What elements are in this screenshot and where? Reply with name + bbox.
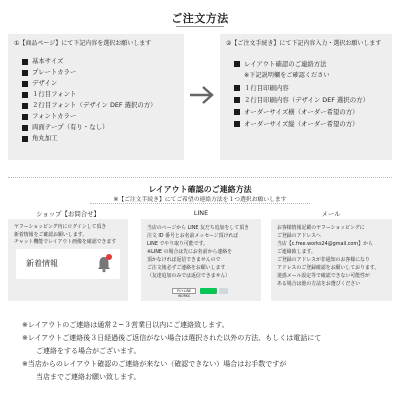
note-line: ※当店からのレイアウト確認のご連絡が来ない（確認できない）場合はお手数ですが — [22, 360, 287, 368]
bullet-square-icon — [22, 136, 28, 142]
note-line: 当店までご連絡お願い致します。 — [36, 373, 141, 381]
line-works-badge: PC+LINE WORKS — [172, 288, 196, 294]
step1-item: 基本サイズ — [22, 56, 180, 67]
bullet-square-icon — [22, 125, 28, 131]
step2-item: レイアウト確認のご連絡方法 — [234, 58, 388, 70]
news-label: 新着情報 — [26, 259, 58, 268]
section-divider — [8, 177, 392, 178]
notes-list — [22, 319, 392, 384]
contact-subtitle: ※【ご注文手続き】にてご希望の連絡方法を１つ選択お願いします — [113, 197, 287, 203]
line-contact-panel — [141, 219, 261, 301]
bullet-square-icon — [22, 114, 28, 120]
news-card[interactable] — [16, 249, 120, 279]
bullet-square-icon — [234, 121, 240, 127]
bullet-square-icon — [22, 70, 28, 76]
bullet-square-icon — [22, 81, 28, 87]
step1-item: フォントカラー — [22, 111, 180, 122]
line-qr-button[interactable] — [219, 288, 228, 294]
step1-item: 角丸加工 — [22, 133, 180, 144]
step1-panel — [8, 34, 184, 160]
bullet-square-icon — [234, 97, 240, 103]
step1-item: 両面テープ（有り・なし） — [22, 122, 180, 133]
shop-column-title: ショップ【お問合せ】 — [36, 210, 100, 218]
step1-item-list — [22, 56, 180, 144]
note-line: ※レイアウトのご連絡は通常２~３営業日以内にご連絡致します。 — [22, 321, 229, 329]
bullet-square-icon — [234, 61, 240, 67]
step1-item: １行目フォント — [22, 89, 180, 100]
step2-header: ②【ご注文手続き】にて下記内容入力・選択お願いします — [226, 40, 382, 47]
shop-contact-text: ヤフーショッピング内にログインして頂き 新着情報をご確認お願いします。 チャット機能でレイアウト画像を確認できます — [14, 224, 117, 246]
step2-item-note: ※下記説明欄をご確認ください — [244, 72, 330, 79]
step2-item: ２行目印刷内容（デザイン DEF 選択の方） — [234, 94, 388, 106]
bullet-square-icon — [234, 109, 240, 115]
bullet-square-icon — [22, 59, 28, 65]
page-title: ご注文方法 — [171, 12, 229, 25]
step1-item: プレートカラー — [22, 67, 180, 78]
step2-item: オーダーサイズ縦（オーダー希望の方） — [234, 118, 388, 130]
notification-badge — [106, 254, 112, 260]
bullet-square-icon — [22, 92, 28, 98]
bullet-square-icon — [22, 103, 28, 109]
title-underline — [176, 26, 224, 27]
note-line: ※レイアウトご連絡後３日経過後ご返信がない場合は選択された以外の方法、もしくは電話にて — [22, 334, 322, 342]
step1-header: ①【商品ページ】にて下記内容を選択お願いします — [14, 40, 152, 47]
step2-panel — [220, 34, 392, 160]
mail-contact-text: お客様情報記載のヤフーショッピングに ご登録のアドレスへ 当店【c.free.works24@gmail.com】から ご連絡致します。 ご登録のアドレスが非通知のお客様になり アドレスのご登録確認をお願いしております。 迷惑メール設定等で確認できない可能性が ある場合は他の方法をお選びください — [277, 225, 380, 287]
step2-item: １行目印刷内容 — [234, 82, 388, 94]
line-add-friend-button[interactable] — [200, 288, 217, 294]
mail-contact-panel — [271, 219, 392, 301]
contact-divider — [90, 203, 310, 204]
note-line: ご連絡をする場合がございます。 — [36, 347, 141, 355]
step1-item: デザイン — [22, 78, 180, 89]
step2-item-list — [234, 58, 388, 130]
step1-item: ２行目フォント（デザイン DEF 選択の方） — [22, 100, 180, 111]
mail-column-title: メール — [321, 210, 341, 218]
contact-title: レイアウト確認のご連絡方法 — [148, 185, 252, 194]
right-arrow-icon — [188, 85, 216, 105]
line-column-title: LINE — [193, 209, 209, 217]
shop-contact-panel — [8, 219, 128, 301]
line-contact-text: 当店のページから LINE 友だち追加をして頂き 注文 ID 番号とお名前メッセージ頂ければ LINE でやり取り可能です。 ※LINE の場合は先にお名前から連絡を 頂かなければ返信できませんので ご注文後必ずご連絡をお願いします （友達追加のみでは返信できません） — [147, 225, 249, 279]
step2-item: オーダーサイズ横（オーダー希望の方） — [234, 106, 388, 118]
bullet-square-icon — [234, 85, 240, 91]
